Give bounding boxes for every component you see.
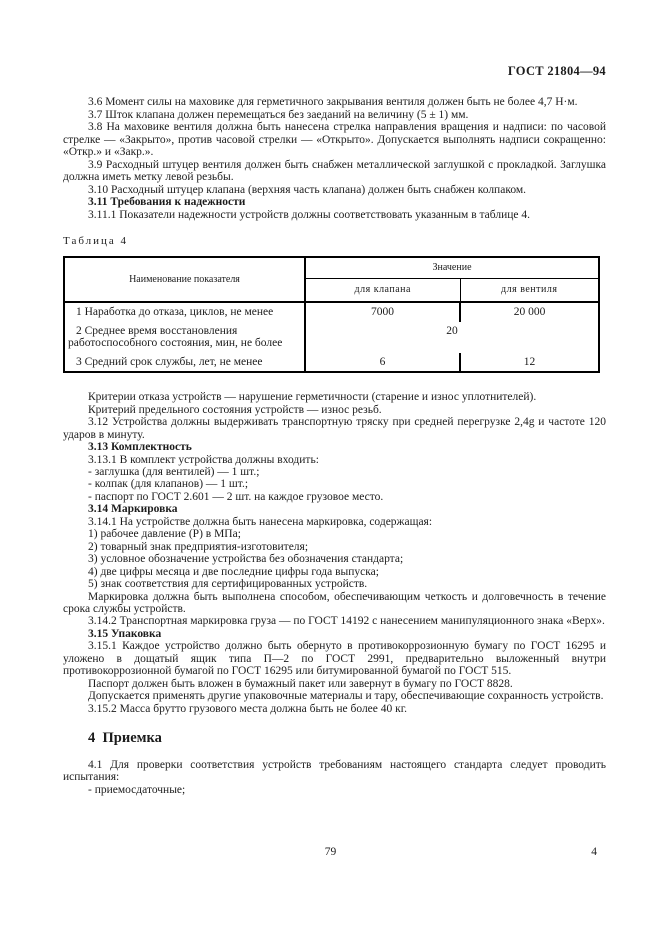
paragraph-marking-method: Маркировка должна быть выполнена способом, обеспечивающим четкость и долговечность в течение срока службы устройств.: [63, 590, 606, 615]
list-item-cap: - колпак (для клапанов) — 1 шт.;: [88, 478, 249, 491]
row-1-name: 1 Наработка до отказа, циклов, не менее: [64, 302, 305, 321]
table-label: Таблица 4: [63, 234, 129, 247]
subsection-heading-3-11: 3.11 Требования к надежности: [88, 196, 246, 209]
list-item-trademark: 2) товарный знак предприятия-изготовителя;: [88, 540, 309, 553]
paragraph-3-7: 3.7 Шток клапана должен перемещаться без заеданий на величину (5 ± 1) мм.: [88, 108, 469, 121]
list-item-acceptance: - приемосдаточные;: [88, 783, 186, 796]
paragraph-other-packaging: Допускается применять другие упаковочные материалы и тару, обеспечивающие сохранность устройств.: [88, 690, 604, 703]
paragraph-failure-criteria: Критерии отказа устройств — нарушение герметичности (старение и износ уплотнителей).: [88, 391, 537, 404]
table-header-name: Наименование показателя: [64, 257, 305, 302]
row-2-name: 2 Среднее время восстановления работоспособного состояния, мин, не более: [64, 322, 305, 353]
paragraph-3-8: 3.8 На маховике вентиля должна быть нанесена стрелка направления вращения и надписи: по часовой стрелке — «Закрыто», против часовой стрелки — «Открыто». Допускается выполнять надписи сокращенно: «Откр.» и «Закр.».: [63, 121, 606, 159]
paragraph-3-11-1: 3.11.1 Показатели надежности устройств должны соответствовать указанным в таблице 4.: [88, 208, 530, 221]
section-heading-4: 4 Приемка: [88, 730, 162, 747]
paragraph-3-15-2: 3.15.2 Масса брутто грузового места должна быть не более 40 кг.: [88, 702, 408, 715]
paragraph-3-10: 3.10 Расходный штуцер клапана (верхняя часть клапана) должен быть снабжен колпаком.: [88, 183, 526, 196]
table-subheader-ventil: для вентиля: [460, 279, 599, 303]
list-item-designation: 3) условное обозначение устройства без обозначения стандарта;: [88, 553, 404, 566]
row-3-ventil-value: 12: [523, 355, 536, 368]
table-subheader-klapan: для клапана: [305, 279, 460, 303]
row-1-klapan-value: 7000: [305, 302, 460, 321]
table-header-value: Значение: [305, 257, 599, 279]
paragraph-3-6: 3.6 Момент силы на маховике для герметичного закрывания вентиля должен быть не более 4,7 Н·м.: [88, 96, 578, 109]
paragraph-passport-pack: Паспорт должен быть вложен в бумажный пакет или завернут в бумагу по ГОСТ 8828.: [88, 677, 513, 690]
list-item-passport: - паспорт по ГОСТ 2.601 — 2 шт. на каждое грузовое место.: [88, 490, 384, 503]
table-row: [64, 322, 599, 353]
paragraph-3-13-1: 3.13.1 В комплект устройства должны входить:: [88, 453, 319, 466]
table-row: [64, 302, 599, 321]
row-1-ventil-value: 20 000: [513, 306, 546, 319]
subsection-heading-3-13: 3.13 Комплектность: [88, 441, 192, 454]
row-3-name: 3 Средний срок службы, лет, не менее: [64, 353, 305, 372]
paragraph-4-1: 4.1 Для проверки соответствия устройств требованиям настоящего стандарта следует проводить испытания:: [63, 759, 606, 784]
table-header-row-1: [64, 257, 599, 279]
subsection-heading-3-15: 3.15 Упаковка: [88, 627, 162, 640]
page-content: [63, 65, 606, 796]
page-number-right: 4: [591, 846, 597, 858]
table-row: [64, 353, 599, 372]
list-item-date-digits: 4) две цифры месяца и две последние цифры года выпуска;: [88, 565, 379, 578]
paragraph-3-12: 3.12 Устройства должны выдерживать транспортную тряску при средней перегрузке 2,4g и частоте 120 ударов в минуту.: [63, 416, 606, 441]
paragraph-3-14-1: 3.14.1 На устройстве должна быть нанесена маркировка, содержащая:: [88, 515, 433, 528]
doc-code: ГОСТ 21804—94: [507, 64, 606, 78]
paragraph-3-9: 3.9 Расходный штуцер вентиля должен быть снабжен металлической заглушкой с прокладкой. Заглушка должна иметь метку левой резьбы.: [63, 158, 606, 184]
reliability-table: [63, 256, 600, 373]
row-2-merged-value: 20: [446, 324, 458, 337]
page-number-center: 79: [324, 846, 337, 858]
list-item-plug: - заглушка (для вентилей) — 1 шт.;: [88, 465, 260, 478]
paragraph-3-14-2: 3.14.2 Транспортная маркировка груза — по ГОСТ 14192 с нанесением манипуляционного знака «Верх».: [88, 615, 605, 628]
paragraph-3-15-1: 3.15.1 Каждое устройство должно быть обернуто в противокоррозионную бумагу по ГОСТ 16295 и уложено в дощатый ящик типа П—2 по ГОСТ 2991, предварительно выложенный внутри противокоррозионной бумагой по ГОСТ 16295 или битумированной бумагой по ГОСТ 515.: [63, 640, 606, 678]
paragraph-limit-criteria: Критерий предельного состояния устройств — износ резьб.: [88, 403, 382, 416]
list-item-pressure: 1) рабочее давление (Р) в МПа;: [88, 528, 241, 541]
row-3-klapan-value: 6: [305, 353, 460, 372]
table-wrap: [63, 256, 606, 373]
list-item-cert-mark: 5) знак соответствия для сертифицированных устройств.: [88, 578, 368, 591]
subsection-heading-3-14: 3.14 Маркировка: [88, 503, 178, 516]
